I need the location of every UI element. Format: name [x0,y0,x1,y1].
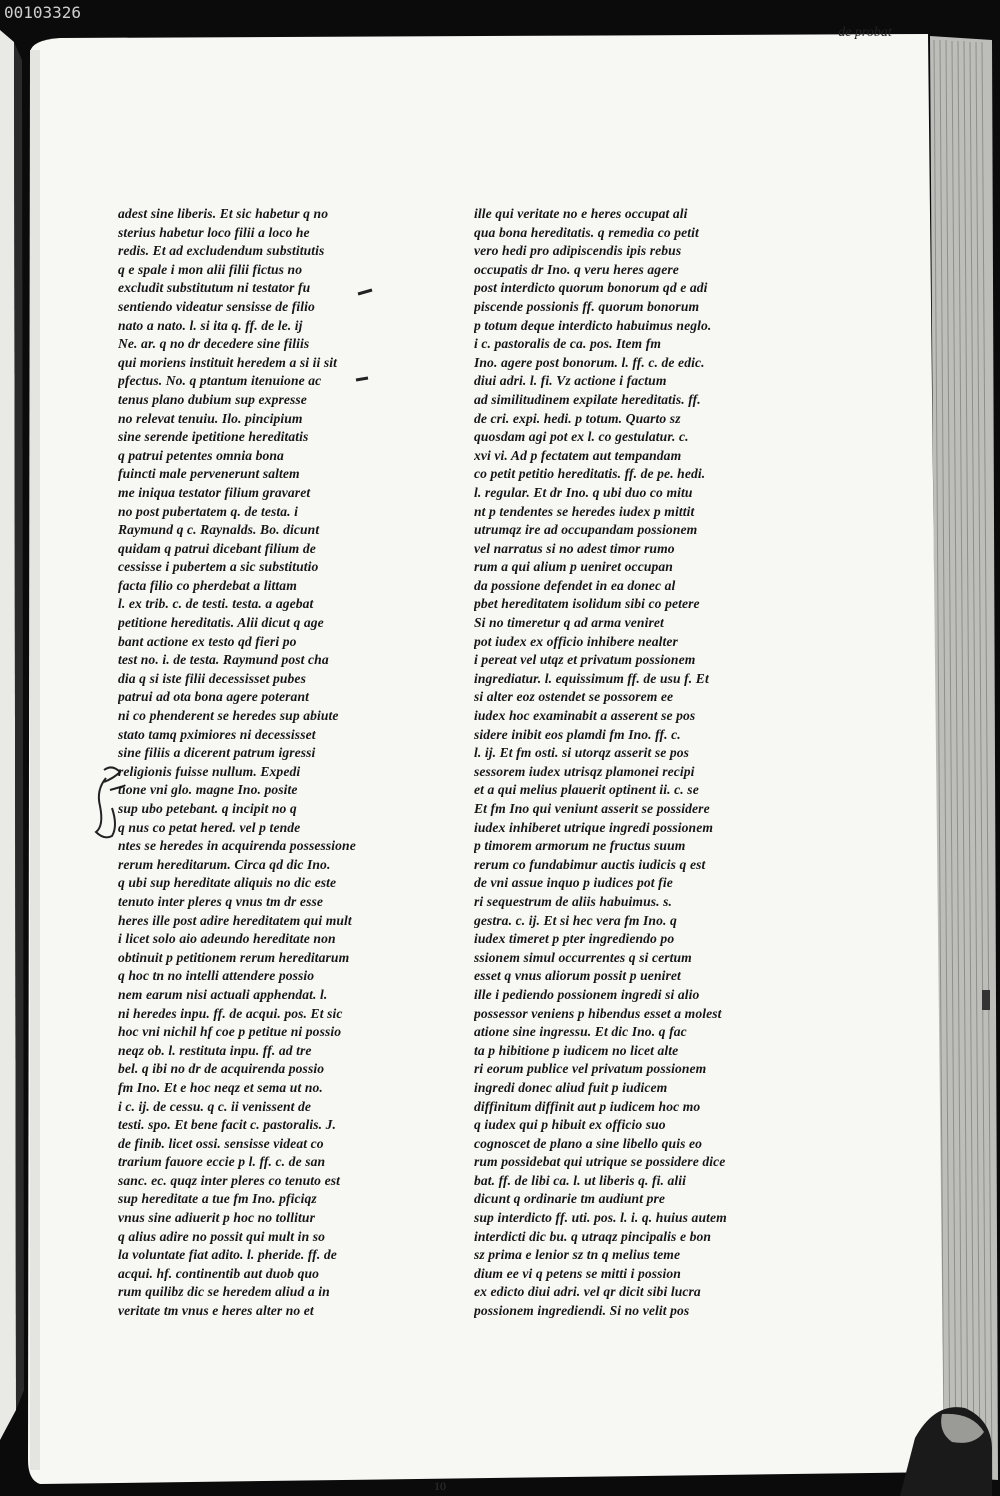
text-line: petitione hereditatis. Alii dicut q age [118,615,324,631]
text-line: rum quilibz dic se heredem aliud a in [118,1284,330,1300]
text-line: i pereat vel utqz et privatum possionem [474,652,696,668]
text-line: xvi vi. Ad p fectatem aut tempandam [474,447,682,463]
text-line: quosdam agi pot ex l. co gestulatur. c. [474,429,689,445]
text-line: cessisse i pubertem a sic substitutio [118,559,319,575]
text-line: dicunt q ordinarie tm audiunt pre [474,1191,666,1207]
text-column-right [474,205,730,1321]
text-line: interdicti dic bu. q utraqz pincipalis e bon [474,1228,712,1244]
text-line: qua bona hereditatis. q remedia co petit [474,224,699,240]
text-line: heres ille post adire hereditatem qui mult [118,912,352,928]
text-line: sine serende ipetitione hereditatis [118,429,309,445]
text-line: ta p hibitione p iudicem no licet alte [474,1042,679,1058]
text-line: adest sine liberis. Et sic habetur q no [118,206,329,221]
text-line: ri eorum publice vel privatum possionem [474,1061,707,1077]
text-line: tenuto inter pleres q vnus tm dr esse [118,893,323,909]
text-line: fm Ino. Et e hoc neqz et sema ut no. [118,1079,323,1095]
text-line: de cri. expi. hedi. p totum. Quarto sz [474,410,681,426]
text-line: testi. spo. Et bene facit c. pastoralis. J. [118,1117,337,1133]
text-line: l. ex trib. c. de testi. testa. a agebat [118,596,314,612]
text-column-left [118,205,390,1321]
text-line: bel. q ibi no dr de acquirenda possio [118,1061,325,1077]
text-line: ingredi donec aliud fuit p iudicem [474,1079,668,1095]
text-line: no relevat tenuiu. Ilo. pincipium [118,410,303,426]
text-line: ad similitudinem expilate hereditatis. ff. [474,391,701,407]
text-line: occupatis dr Ino. q veru heres agere [474,261,679,277]
text-line: q patrui petentes omnia bona [118,447,284,463]
text-line: trarium fauore eccie p l. ff. c. de san [118,1154,326,1170]
text-line: no post pubertatem q. de testa. i [118,503,299,519]
text-line: hoc vni nichil hf coe p petitue ni possio [118,1024,342,1040]
text-line: iudex hoc examinabit a asserent se pos [474,708,696,724]
text-line: vnus sine adiuerit p hoc no tollitur [118,1210,315,1226]
text-line: la voluntate fiat adito. l. pheride. ff. de [118,1247,337,1263]
text-line: co petit petitio hereditatis. ff. de pe. hedi. [474,466,706,482]
text-line: dium ee vi q petens se mitti i possion [474,1265,681,1281]
text-line: et a qui melius plauerit optinent ii. c. se [474,782,699,798]
text-line: qui moriens instituit heredem a si ii sit [118,354,337,370]
archive-stamp: 00103326 [4,3,82,22]
text-line: q nus co petat hered. vel p tende [118,819,301,835]
text-line: diui adri. l. fi. Vz actione i factum [474,373,667,389]
text-line: i licet solo aio adeundo hereditate non [118,931,336,947]
text-line: post interdicto quorum bonorum qd e adi [474,280,708,296]
text-line: ntes se heredes in acquirenda possessione [118,838,356,854]
text-line: nem earum nisi actuali apphendat. l. [118,986,328,1002]
text-line: ex edicto diui adri. vel qr dicit sibi lucra [474,1284,701,1300]
text-line: rerum co fundabimur auctis iudicis q est [474,856,706,872]
text-line: bant actione ex testo qd fieri po [118,633,297,649]
text-line: p totum deque interdicto habuimus neglo. [474,317,712,333]
text-line: bat. ff. de libi ca. l. ut liberis q. fi. alii [474,1172,687,1188]
text-line: esset q vnus aliorum possit p ueniret [474,968,681,984]
text-line: diffinitum diffinit aut p iudicem hoc mo [474,1098,701,1114]
text-line: sup interdicto ff. uti. pos. l. i. q. huius autem [474,1210,727,1226]
text-line: sz prima e lenior sz tn q melius teme [474,1247,681,1263]
text-line: Ne. ar. q no dr decedere sine filiis [118,336,310,352]
text-line: Ino. agere post bonorum. l. ff. c. de edic. [474,354,705,370]
text-line: stato tamq pximiores ni decessisset [118,726,316,742]
text-line: i c. pastoralis de ca. pos. Item fm [474,336,662,352]
text-line: fuincti male pervenerunt saltem [118,466,300,482]
text-line: iudex inhiberet utrique ingredi possionem [474,819,714,835]
text-line: veritate tm vnus e heres alter no et [118,1303,314,1319]
text-line: pot iudex ex officio inhibere nealter [474,633,678,649]
running-head: de probat [838,25,892,40]
text-line: sterius habetur loco filii a loco he [118,224,310,240]
text-line: acqui. hf. continentib aut duob quo [118,1265,320,1281]
text-line: tenus plano dubium sup expresse [118,391,307,407]
text-line: piscende possionis ff. quorum bonorum [474,298,700,314]
text-line: quidam q patrui dicebant filium de [118,540,316,556]
text-line: q e spale i mon alii filii fictus no [118,261,303,277]
text-line: test no. i. de testa. Raymund post cha [118,652,329,668]
text-line: vero hedi pro adipiscendis ipis rebus [474,243,682,259]
text-line: possionem ingrediendi. Si no velit pos [474,1303,690,1319]
text-line: sup ubo petebant. q incipit no q [118,801,297,816]
text-line: sessorem iudex utrisqz plamonei recipi [474,763,695,779]
text-line: vel narratus si no adest timor rumo [474,540,675,556]
text-line: ni heredes inpu. ff. de acqui. pos. Et sic [118,1005,343,1021]
text-line: sidere inibit eos plamdi fm Ino. ff. c. [474,726,681,742]
text-line: q hoc tn no intelli attendere possio [118,968,315,984]
text-line: nato a nato. l. si ita q. ff. de le. ij [118,317,303,333]
text-line: Si no timeretur q ad arma veniret [474,615,664,631]
text-line: neqz ob. l. restituta inpu. ff. ad tre [118,1042,312,1058]
text-line: possessor veniens p hibendus esset a molest [474,1005,722,1021]
text-line: ille qui veritate no e heres occupat ali [474,206,688,221]
text-line: obtinuit p petitionem rerum hereditarum [118,949,350,965]
text-line: sanc. ec. quqz inter pleres co tenuto est [118,1172,340,1188]
text-line: patrui ad ota bona agere poterant [118,689,309,705]
text-line: ille i pediendo possionem ingredi si alio [474,986,700,1002]
text-line: l. regular. Et dr Ino. q ubi duo co mitu [474,484,693,500]
text-line: rum a qui alium p ueniret occupan [474,559,673,575]
text-line: de vni assue inquo p iudices pot fie [474,875,673,891]
text-line: gestra. c. ij. Et si hec vera fm Ino. q [474,912,677,928]
text-line: q alius adire no possit qui mult in so [118,1228,326,1244]
text-line: sentiendo videatur sensisse de filio [118,298,315,314]
text-line: pbet hereditatem isolidum sibi co petere [474,596,700,612]
text-line: da possione defendet in ea donec al [474,577,676,593]
folio-number: 10 [434,1479,446,1493]
text-line: Raymund q c. Raynalds. Bo. dicunt [118,522,320,538]
text-line: ssionem simul occurrentes q si certum [474,949,692,965]
text-line: utrumqz ire ad occupandam possionem [474,522,698,538]
text-line: i c. ij. de cessu. q c. ii venissent de [118,1098,312,1114]
text-line: me iniqua testator filium gravaret [118,484,311,500]
text-line: q ubi sup hereditate aliquis no dic este [118,875,337,891]
text-line: facta filio co pherdebat a littam [118,577,297,593]
text-line: dia q si iste filii decessisset pubes [118,670,306,686]
text-line: q iudex qui p hibuit ex officio suo [474,1117,666,1133]
text-line: sine filiis a dicerent patrum igressi [118,745,316,761]
text-line: p timorem armorum ne fructus suum [474,838,686,854]
text-line: rum possidebat qui utrique se possidere dice [474,1154,726,1170]
text-line: cognoscet de plano a sine libello quis eo [474,1135,703,1151]
text-line: atione sine ingressu. Et dic Ino. q fac [474,1024,687,1040]
text-line: nt p tendentes se heredes iudex p mittit [474,503,695,519]
text-line: ri sequestrum de aliis habuimus. s. [474,893,673,909]
text-line: rerum hereditarum. Circa qd dic Ino. [118,856,331,872]
text-line: ni co phenderent se heredes sup abiute [118,708,339,724]
text-line: redis. Et ad excludendum substitutis [118,243,325,259]
text-line: iudex timeret p pter ingrediendo po [474,931,675,947]
text-line: sup hereditate a tue fm Ino. pficiqz [118,1191,317,1207]
text-line: Et fm Ino qui veniunt asserit se possidere [474,801,710,816]
text-line: ingrediatur. l. equissimum ff. de usu f. Et [474,670,709,686]
text-line: si alter eoz ostendet se possorem ee [474,689,674,705]
text-line: excludit substitutum ni testator fu [118,280,311,296]
text-line: l. ij. Et fm osti. si utorqz asserit se pos [474,745,690,761]
text-line: de finib. licet ossi. sensisse videat co [118,1135,324,1151]
text-line: religionis fuisse nullum. Expedi [118,763,301,779]
text-line: tione vni glo. magne Ino. posite [118,782,298,798]
text-line: pfectus. No. q ptantum itenuione ac [118,373,322,389]
